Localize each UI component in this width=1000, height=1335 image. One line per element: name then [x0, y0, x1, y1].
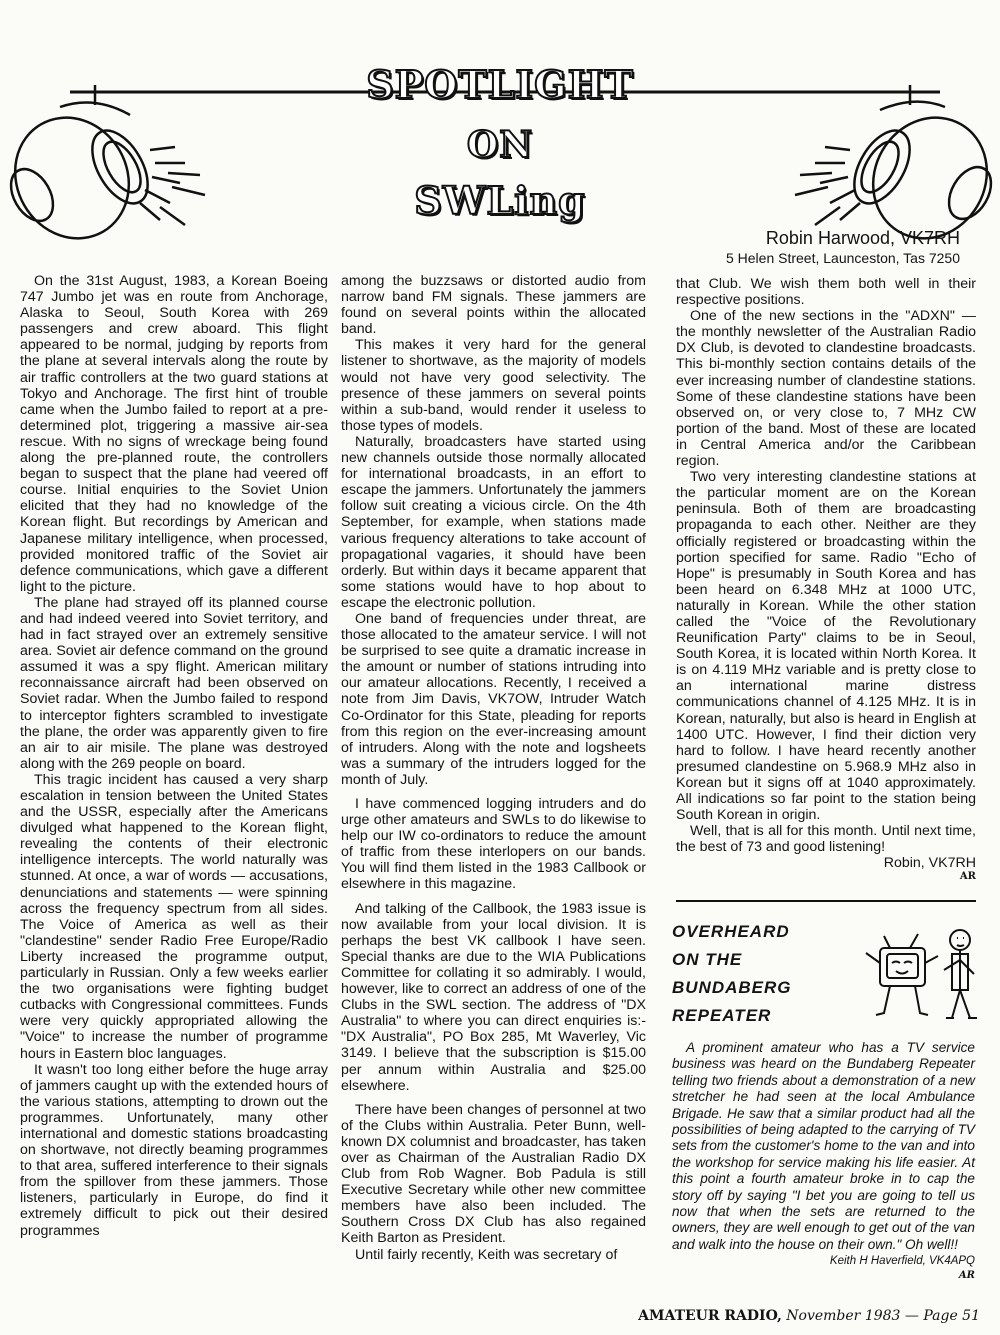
paragraph: Until fairly recently, Keith was secretary of: [355, 1246, 618, 1263]
paragraph: And talking of the Callbook, the 1983 issue is now available from your local division. It is perhaps the best VK callbook I have seen. Special thanks are due to the WIA Publications Committee for collating it so admirably. I would, however, like to correct an address of one of the Clubs in the SWL section. The address of "DX Australia" to where you can direct enquiries is:- "DX Australia", PO Box 285, Mt Waverley, Vic 3149. I believe that the subscription is $15.00 per annum within Australia and $25.00 elsewhere.: [341, 900, 646, 1094]
title-line-swling: SWLing: [414, 178, 586, 223]
title-line-on: ON: [466, 124, 534, 166]
overheard-heading-line: BUNDABERG: [672, 978, 792, 997]
tv-cartoon-icon: [860, 918, 985, 1028]
article-column-1: [20, 273, 328, 1239]
article-column-2: [341, 273, 646, 1263]
overheard-heading-line: REPEATER: [672, 1006, 772, 1025]
footer-issue: November 1983 — Page 51: [786, 1308, 980, 1324]
paragraph: among the buzzsaws or distorted audio from narrow band FM signals. These jammers are found on several points within the allocated band.: [341, 273, 646, 338]
overheard-heading-line: ON THE: [672, 950, 743, 969]
overheard-credit-row: [672, 1253, 975, 1269]
paragraph: On the 31st August, 1983, a Korean Boeing 747 Jumbo jet was en route from Anchorage, Alaska to Seoul, South Korea with 269 passengers and crew aboard. This flight appeared to be normal, judging by reports from the plane at several intervals along the route by air traffic controllers at the two guard stations at Tokyo and Anchorage. The first hint of trouble came when the Jumbo failed to report at a pre-determined plot, triggering a massive air-sea rescue. With no signs of wreckage being found along the pre-planned route, the controllers began to suspect that the plane had veered off course. Initial enquiries to the Soviet Union elicited that they had no knowledge of the Korean flight. But recordings by American and Japanese military intelligence, when processed, provided monitored traffic of the Soviet air defence communications, which gave a different light to the picture.: [20, 273, 328, 595]
article-column-3: [676, 276, 976, 883]
overheard-story: [672, 1040, 975, 1282]
end-mark: AR: [959, 871, 976, 883]
paragraph: It wasn't too long either before the huge array of jammers caught up with the extended hours of the various stations, attempting to drown out the programmes. Unfortunately, many other international and domestic stations broadcasting on shortwave, not directly beaming programmes to that area, suffered interference to their signals from the spillover from these jammers. Those listeners, particularly in Europe, do find it extremely difficult to pick out their desired programmes: [20, 1061, 328, 1239]
page-footer: [638, 1308, 980, 1324]
overheard-heading-line: OVERHEARD: [672, 922, 790, 941]
paragraph: Two very interesting clandestine stations at the particular moment are on the Korean peninsula. Both of them are broadcasting propaganda to each other. Neither are they officially registered or broadcasting within the portion specified for same. Radio "Echo of Hope" is presumably in South Korea and has been heard on 6.348 MHz at 1000 UTC, naturally in Korean. While the other station called the "Voice of the Revolutionary Reunification Party" claims to be in Seoul, South Korea, it is located within North Korea. It is on 4.119 MHz variable and is pretty close to an international marine distress communications channel of 4.125 MHz. It is in Korean, naturally, but also is heard in English at 1400 UTC. However, I find their diction very hard to follow. I have heard recently another presumed clandestine on 5.968.9 MHz also in Korean but it signs off at 1040 approximately. All indications so far point to the station being South Korean in origin.: [676, 469, 976, 824]
overheard-credit: Keith H Haverfield, VK4APQ: [829, 1255, 975, 1268]
author-address: 5 Helen Street, Launceston, Tas 7250: [725, 250, 960, 266]
paragraph: The plane had strayed off its planned course and had indeed veered into Soviet territory, and had in fact strayed over an extremely sensitive area. Soviet air defence command on the ground assumed it was a spy flight. American military reconnaissance aircraft had been observed on Soviet radar. When the Jumbo failed to respond to interceptor fighters scrambled to investigate the plane, the order was apparently given to fire an air to air misile. The plane was destroyed along with the 269 people on board.: [20, 594, 328, 772]
paragraph: I have commenced logging intruders and do urge other amateurs and SWLs to do likewise to help our IW co-ordinators to reduce the amount of traffic from these interlopers on our bands. You will find them listed in the 1983 Callbook or elsewhere in this magazine.: [341, 796, 646, 893]
paragraph: There have been changes of personnel at two of the Clubs within Australia. Peter Bunn, well-known DX columnist and broadcaster, has taken over as Chairman of the Australian Radio DX Club from Rob Wagner. Bob Padula is still Executive Secretary while other new committee members have also been included. The Southern Cross DX Club has also regained Keith Barton as President.: [341, 1101, 646, 1247]
left-spotlight-icon: [0, 85, 205, 255]
article-signoff: Robin, VK7RH: [883, 855, 976, 872]
paragraph: One band of frequencies under threat, are those allocated to the amateur service. I will not be surprised to see quite a dramatic increase in the amount or number of stations intruding into our amateur allocations. Recently, I received a note from Jim Davis, VK7OW, Intruder Watch Co-Ordinator for this State, pleading for reports from this region on the ever-increasing amount of intruders. Along with the note and logsheets was a summary of the intruders logged for the month of July.: [341, 610, 646, 788]
paragraph: This makes it very hard for the general listener to shortwave, as the majority of models would not have very good selectivity. The presence of these jammers on several points within a sub-band, would render it useless to those types of models.: [341, 337, 646, 434]
paragraph: Well, that is all for this month. Until next time, the best of 73 and good listening!: [676, 823, 976, 856]
section-divider: [676, 900, 976, 902]
paragraph: This tragic incident has caused a very sharp escalation in tension between the United States and the USSR, especially after the Americans divulged what happened to the Korean flight, revealing the contents of their electronic intelligence intercepts. The world naturally was stunned. At once, a war of words — accusations, denunciations and statements — were spinning across the frequency spectrum from all sides. The Voice of America as well as their "clandestine" sender Radio Free Europe/Radio Liberty increased the programme output, particularly in Russian. Only a few weeks earlier the two organisations were fighting budget cutbacks with Congressional committees. Funds were very quickly appropriated allowing the "Voice" to increase the number of programme hours in Eastern bloc languages.: [20, 771, 328, 1062]
author-name: Robin Harwood, VK7RH: [765, 228, 960, 248]
title-line-spotlight: SPOTLIGHT: [366, 62, 634, 107]
end-mark: AR: [958, 1269, 975, 1281]
paragraph: One of the new sections in the "ADXN" — the monthly newsletter of the Australian Radio DX Club, is devoted to clandestine broadcasts. This bi-monthly section contains details of the ever increasing number of clandestine stations. Some of these clandestine stations have been observed on, or very close to, 7 MHz CW portion of the band. Most of these are located in Central America and/or the Caribbean region.: [676, 308, 976, 470]
footer-magazine: AMATEUR RADIO,: [638, 1308, 782, 1324]
overheard-body: A prominent amateur who has a TV service business was heard on the Bundaberg Repeater telling two friends about a demonstration of a new stretcher he had seen at the local Ambulance Brigade. He saw that a similar product had all the possibilities of being adapted to the carrying of TV sets from the customer's home to the van and into the workshop for service making his life easier. At this point a fourth amateur broke in to cap the story off by saying "I bet you are going to tell us now that when the sets are returned to the owners, they are well enough to get out of the van and walk into the house on their own." Oh well!!: [672, 1040, 975, 1252]
paragraph: that Club. We wish them both well in their respective positions.: [676, 276, 976, 309]
paragraph: Naturally, broadcasters have started using new channels outside those normally allocated for international broadcasts, in an effort to escape the jammers. Unfortunately the jammers follow suit creating a vicious circle. On the 4th September, for example, when stations made various frequency alterations to take account of propagational vagaries, it should have been orderly. But within days it became apparent that some stations would have to hop about to escape the electronic pollution.: [341, 433, 646, 611]
overheard-heading: [672, 918, 872, 1030]
